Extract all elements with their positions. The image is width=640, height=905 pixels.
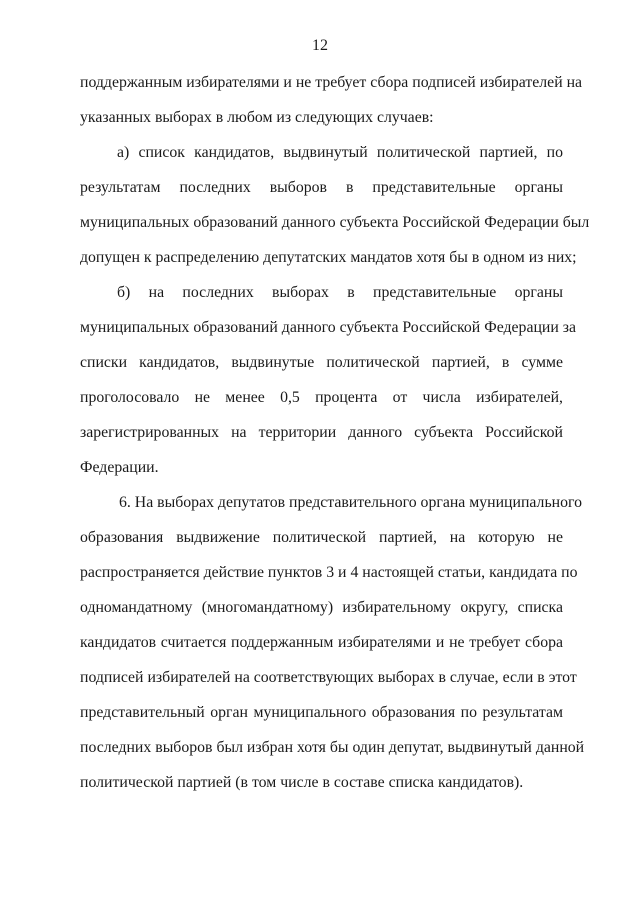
- text-line: подписей избирателей на соответствующих выборах в случае, если в этот: [80, 669, 577, 686]
- text-line: представительный орган муниципального образования по результатам: [80, 704, 563, 721]
- text-line: б) на последних выборах в представительные органы: [117, 284, 563, 301]
- text-line: проголосовало не менее 0,5 процента от числа избирателей,: [80, 389, 563, 406]
- page-number: 12: [312, 37, 328, 54]
- text-line: одномандатному (многомандатному) избирательному округу, списка: [80, 599, 563, 616]
- text-line: поддержанным избирателями и не требует сбора подписей избирателей на: [80, 74, 583, 91]
- text-line: допущен к распределению депутатских мандатов хотя бы в одном из них;: [80, 249, 577, 266]
- text-line: списки кандидатов, выдвинутые политической партией, в сумме: [80, 354, 563, 371]
- text-line: распространяется действие пунктов 3 и 4 настоящей статьи, кандидата по: [80, 564, 578, 581]
- text-line: Федерации.: [80, 459, 159, 476]
- text-line: политической партией (в том числе в составе списка кандидатов).: [80, 774, 524, 791]
- text-line: муниципальных образований данного субъекта Российской Федерации за: [80, 319, 577, 336]
- text-line: образования выдвижение политической партией, на которую не: [80, 529, 563, 546]
- text-line: зарегистрированных на территории данного субъекта Российской: [80, 424, 563, 441]
- text-line: 6. На выборах депутатов представительного органа муниципального: [119, 494, 582, 511]
- text-line: указанных выборах в любом из следующих случаев:: [80, 109, 434, 126]
- text-line: кандидатов считается поддержанным избирателями и не требует сбора: [80, 634, 563, 651]
- text-line: результатам последних выборов в представительные органы: [80, 179, 563, 196]
- text-line: муниципальных образований данного субъекта Российской Федерации был: [80, 214, 590, 231]
- text-line: а) список кандидатов, выдвинутый политической партией, по: [117, 144, 563, 161]
- text-line: последних выборов был избран хотя бы один депутат, выдвинутый данной: [80, 739, 585, 756]
